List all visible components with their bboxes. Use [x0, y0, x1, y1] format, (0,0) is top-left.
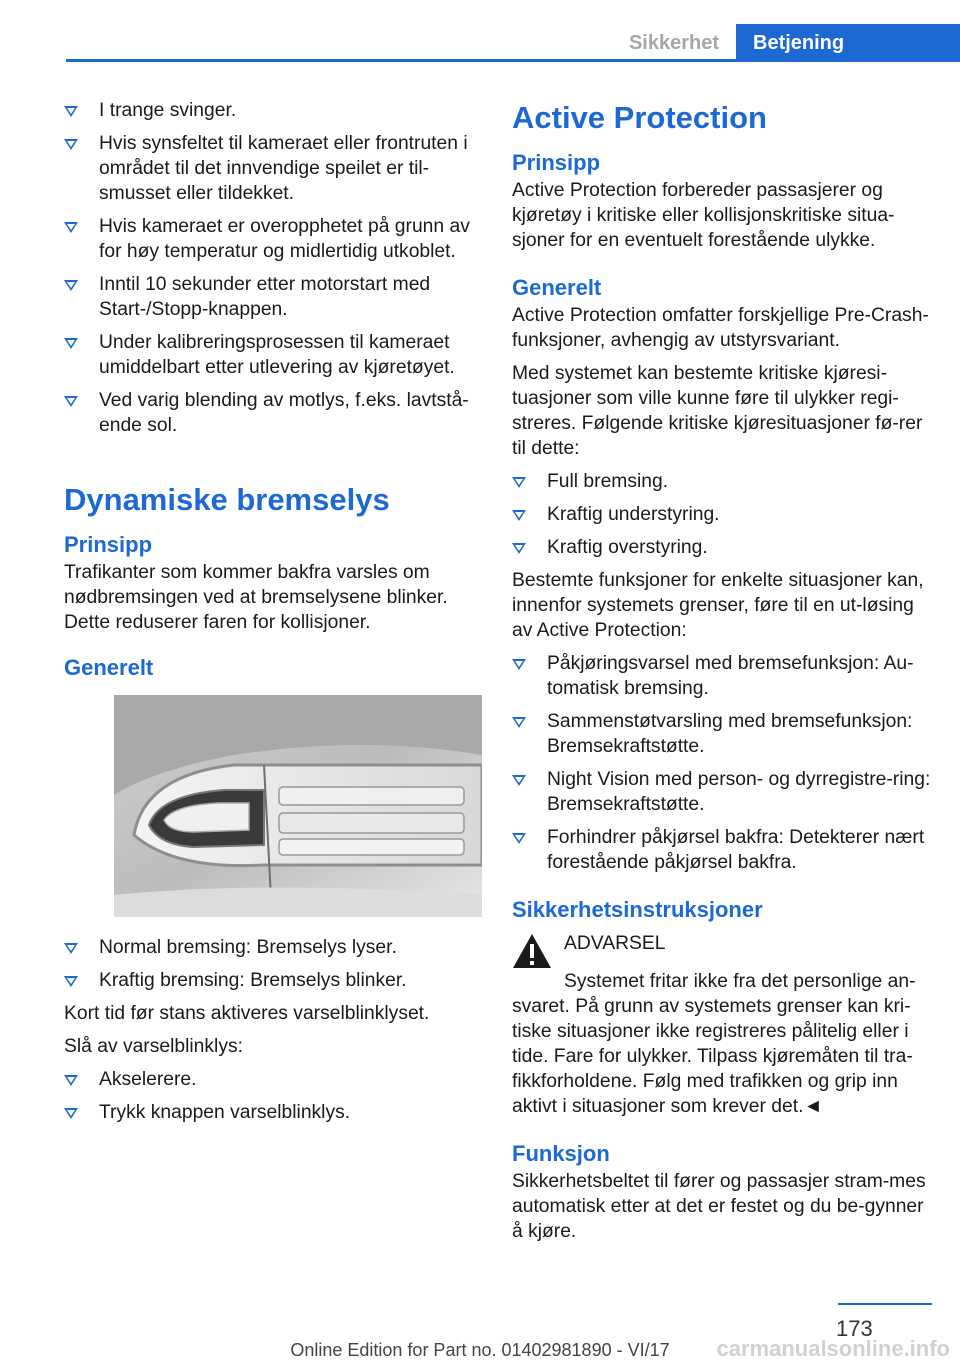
list-item: Normal bremsing: Bremselys lyser. — [64, 935, 482, 960]
turn-off-list — [64, 1067, 482, 1125]
heading-generelt: Generelt — [64, 655, 154, 680]
list-item: Påkjøringsvarsel med bremsefunksjon: Au-tomatisk bremsing. — [512, 651, 932, 701]
triangle-bullet-icon — [64, 222, 78, 233]
list-item: Under kalibreringsprosessen til kameraet umiddelbart etter utlevering av kjøretøyet. — [64, 330, 482, 380]
generelt-text-1: Active Protection omfatter forskjellige Pre-Crash-funksjoner, avhengig av utstyrsvariant. — [512, 305, 929, 351]
brake-list — [64, 935, 482, 993]
triangle-bullet-icon — [64, 1108, 78, 1119]
triangle-bullet-icon — [64, 396, 78, 407]
triangle-bullet-icon — [512, 543, 526, 554]
list-item: Kraftig overstyring. — [512, 535, 932, 560]
conditions-list — [64, 98, 482, 438]
list-item: Kraftig understyring. — [512, 502, 932, 527]
list-item: I trange svinger. — [64, 98, 482, 123]
list-item: Hvis synsfeltet til kameraet eller frontruten i området til det innvendige speilet er til-smusset eller tildekket. — [64, 131, 482, 206]
prinsipp-text: Active Protection forbereder passasjerer og kjøretøy i kritiske eller kollisjonskritiske situa-sjoner for en eventuelt forestående ulykke. — [512, 180, 895, 251]
triangle-bullet-icon — [64, 976, 78, 987]
list-item: Night Vision med person- og dyrregistre-ring: Bremsekraftstøtte. — [512, 767, 932, 817]
list-item: Sammenstøtvarsling med bremsefunksjon: Bremsekraftstøtte. — [512, 709, 932, 759]
triangle-bullet-icon — [64, 139, 78, 150]
warning-triangle-icon — [512, 933, 552, 969]
generelt-text-2: Med systemet kan bestemte kritiske kjøresi-tuasjoner som ville kunne føre til ulykker regi-streres. Følgende kritiske kjøresituasjoner fø-rer til dette: — [512, 363, 923, 459]
triangle-bullet-icon — [64, 338, 78, 349]
warning-block — [512, 931, 932, 969]
section-title-active-protection: Active Protection — [512, 100, 767, 135]
triangle-bullet-icon — [512, 510, 526, 521]
triangle-bullet-icon — [512, 717, 526, 728]
triangle-bullet-icon — [512, 659, 526, 670]
header-rule — [66, 59, 960, 62]
list-item: Forhindrer påkjørsel bakfra: Detekterer nært forestående påkjørsel bakfra. — [512, 825, 932, 875]
functions-list — [512, 651, 932, 875]
heading-generelt: Generelt — [512, 275, 602, 300]
funksjon-text: Sikkerhetsbeltet til fører og passasjer stram-mes automatisk etter at det er festet og du be-gynner å kjøre. — [512, 1171, 926, 1242]
list-item: Hvis kameraet er overopphetet på grunn av for høy temperatur og midlertidig utkoblet. — [64, 214, 482, 264]
list-item: Kraftig bremsing: Bremselys blinker. — [64, 968, 482, 993]
page-number: 173 — [836, 1316, 873, 1341]
list-item: Ved varig blending av motlys, f.eks. lavtstå-ende sol. — [64, 388, 482, 438]
page-header — [66, 24, 960, 62]
triangle-bullet-icon — [64, 1075, 78, 1086]
triangle-bullet-icon — [64, 280, 78, 291]
triangle-bullet-icon — [512, 775, 526, 786]
list-item: Inntil 10 sekunder etter motorstart med Start-/Stopp-knappen. — [64, 272, 482, 322]
watermark: carmanualsonline.info — [716, 1336, 950, 1361]
turn-off-text: Slå av varselblinklys: — [64, 1036, 243, 1057]
tab-betjening[interactable]: Betjening — [736, 24, 960, 62]
short-stop-text: Kort tid før stans aktiveres varselblinklyset. — [64, 1003, 430, 1024]
prinsipp-text: Trafikanter som kommer bakfra varsles om nødbremsingen ved at bremselysene blinker. Dette reduserer faren for kollisjoner. — [64, 562, 448, 633]
edition-footer: Online Edition for Part no. 01402981890 - VI/17 — [290, 1340, 670, 1360]
right-column — [512, 100, 932, 1252]
footer-rule — [838, 1303, 932, 1305]
list-item: Trykk knappen varselblinklys. — [64, 1100, 482, 1125]
list-item: Full bremsing. — [512, 469, 932, 494]
triangle-bullet-icon — [512, 833, 526, 844]
left-column — [64, 98, 482, 1133]
situations-list — [512, 469, 932, 560]
heading-safety: Sikkerhetsinstruksjoner — [512, 897, 763, 922]
list-item: Akselerere. — [64, 1067, 482, 1092]
section-title-dynamic-brakelights: Dynamiske bremselys — [64, 482, 390, 517]
triangle-bullet-icon — [512, 477, 526, 488]
warning-text: Systemet fritar ikke fra det personlige an-svaret. På grunn av systemets grenser kan kri-tiske situasjoner ikke registreres pålitelig eller i tide. Fare for ulykker. Tilpass kjøremåten til tra-fikkforholdene. Følg med trafikken og grip inn aktivt i situasjoner som krever det.◄ — [512, 971, 916, 1117]
functions-text: Bestemte funksjoner for enkelte situasjoner kan, innenfor systemets grenser, føre til en ut-løsing av Active Protection: — [512, 570, 924, 641]
warning-title: ADVARSEL — [564, 933, 666, 954]
heading-funksjon: Funksjon — [512, 1141, 610, 1166]
rear-light-image — [114, 695, 482, 917]
triangle-bullet-icon — [64, 106, 78, 117]
tab-sikkerhet[interactable]: Sikkerhet — [628, 32, 720, 54]
heading-prinsipp: Prinsipp — [512, 150, 601, 175]
heading-prinsipp: Prinsipp — [64, 532, 153, 557]
triangle-bullet-icon — [64, 943, 78, 954]
